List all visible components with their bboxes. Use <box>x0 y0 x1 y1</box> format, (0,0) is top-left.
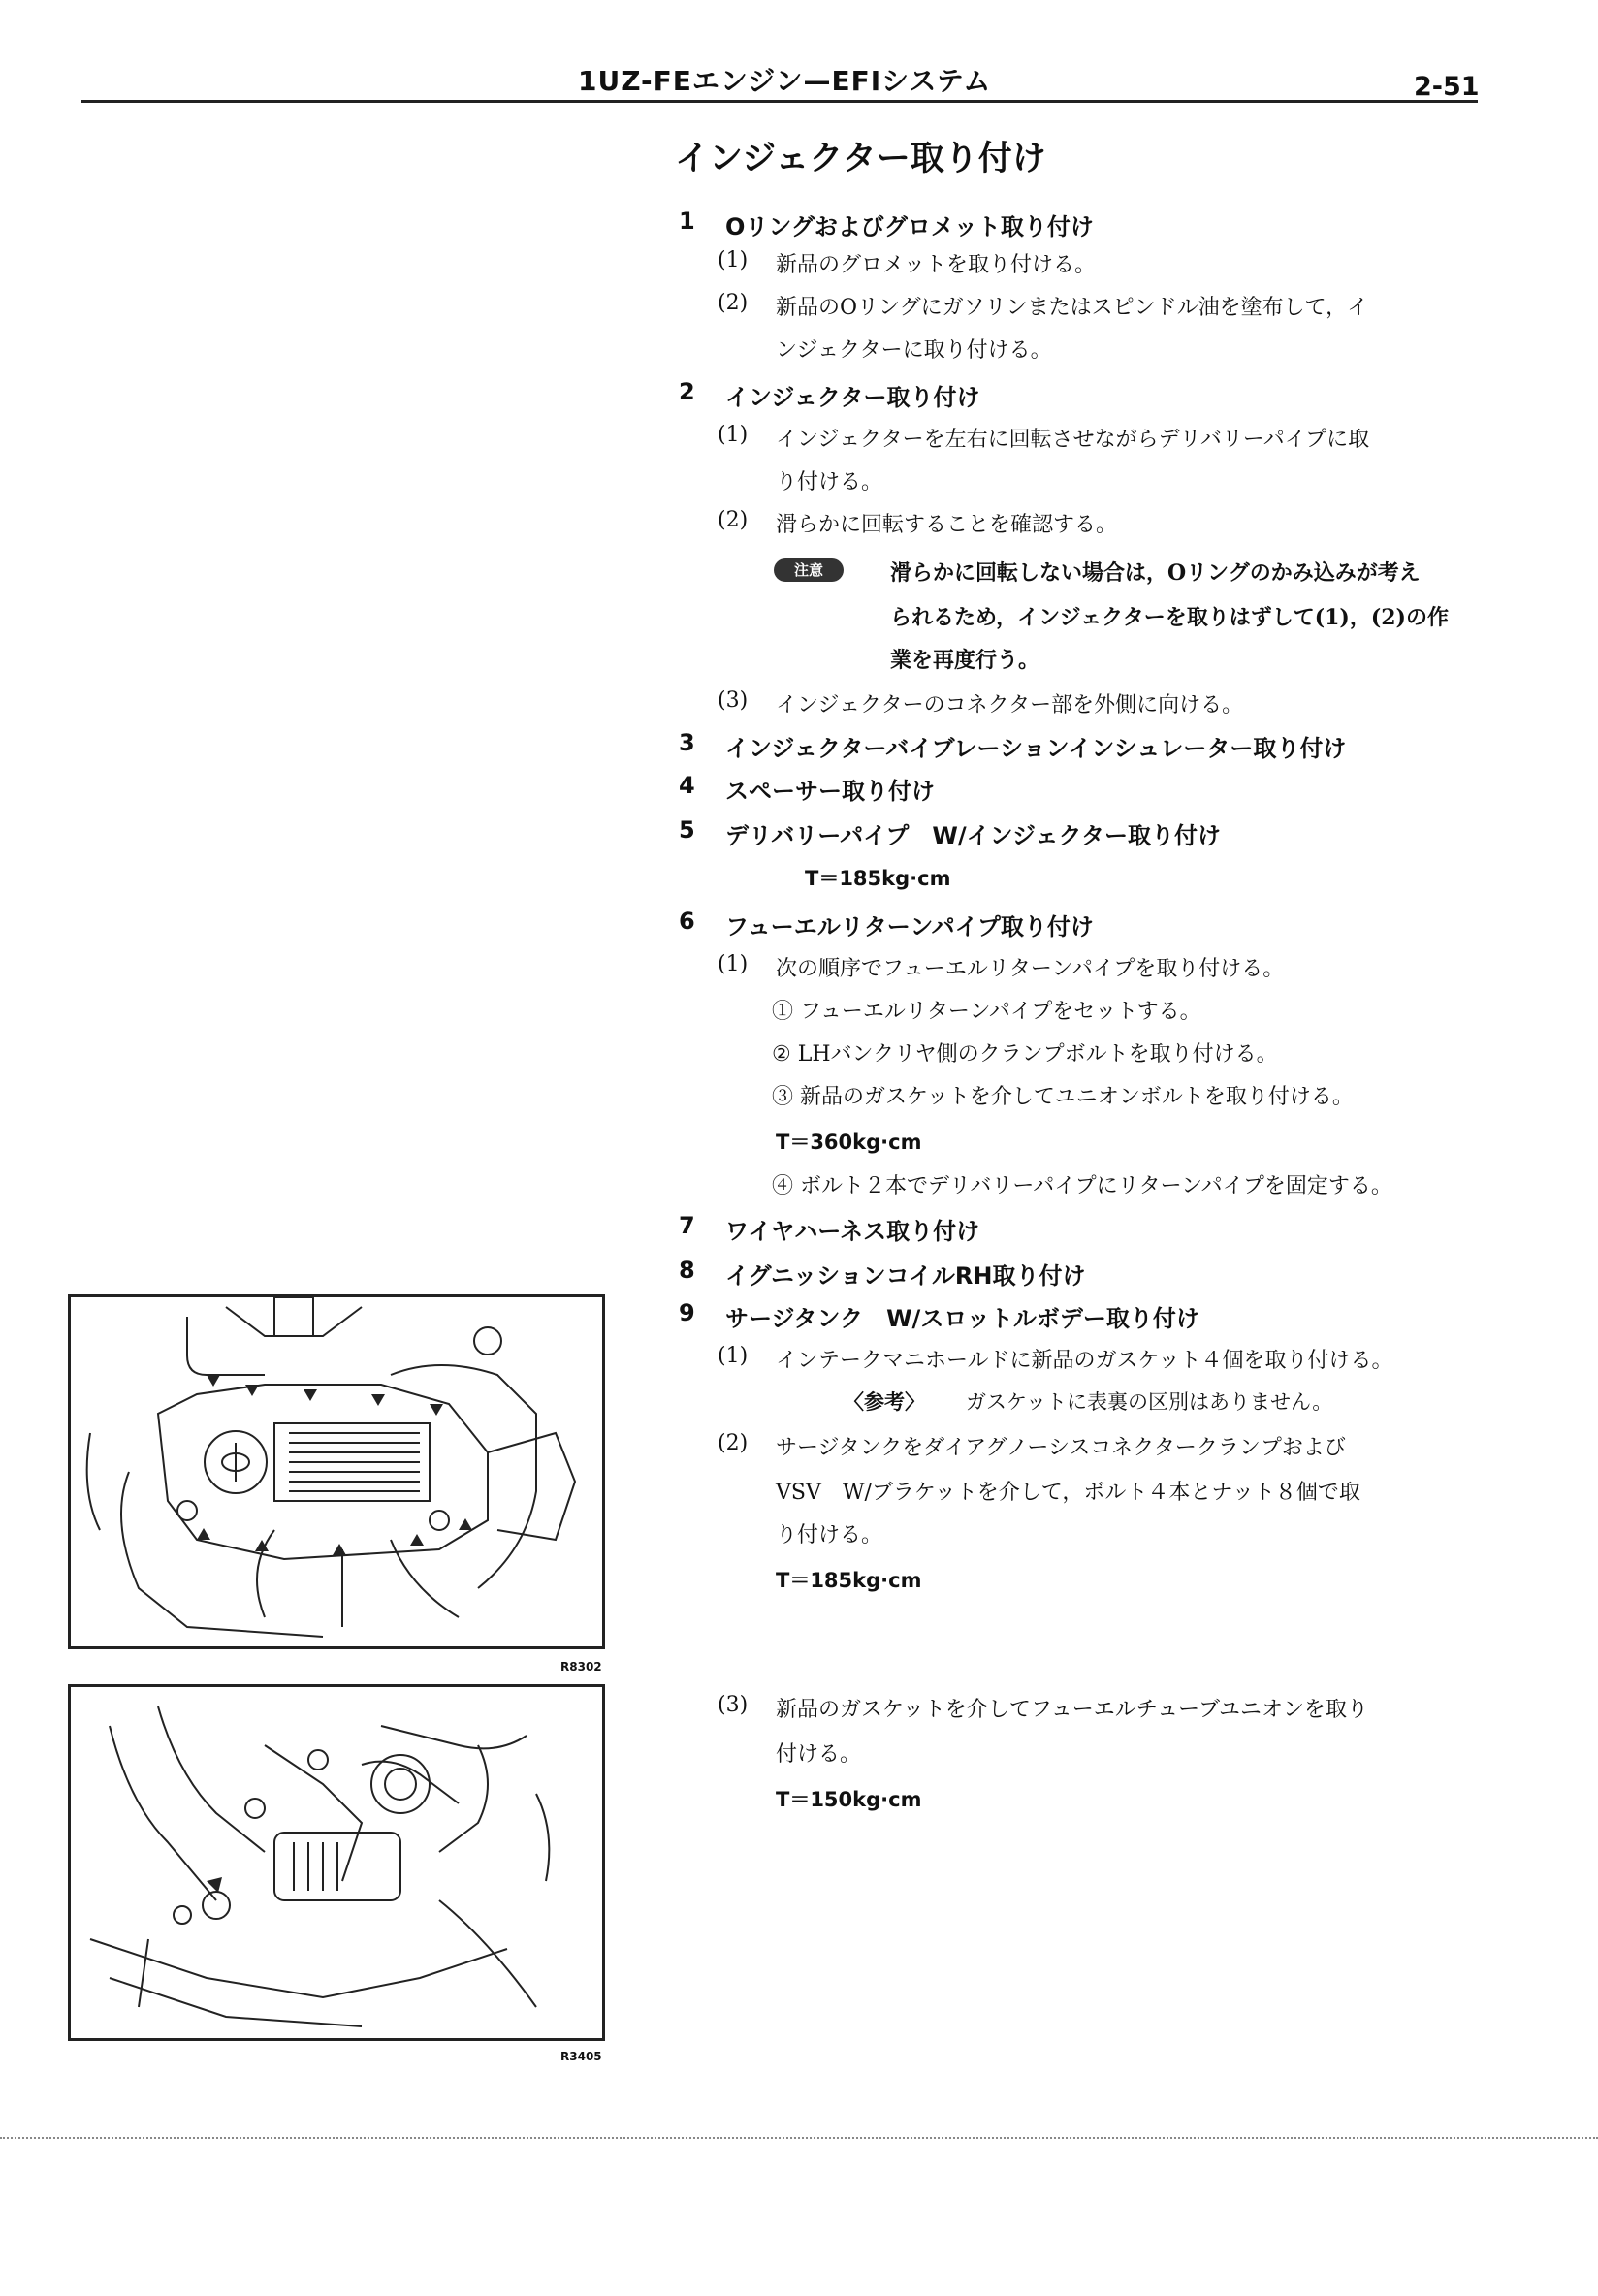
sub-text-continued: 付ける。 <box>776 1742 862 1767</box>
sub-number: (1) <box>718 423 749 447</box>
sub-number: (1) <box>718 1344 749 1368</box>
sub-text-continued: り付ける。 <box>776 470 883 494</box>
sub-text-continued: ンジェクターに取り付ける。 <box>776 338 1052 363</box>
step-title: フューエルリターンパイプ取り付け <box>725 913 1094 941</box>
step-title: スペーサー取り付け <box>725 778 935 805</box>
sub-text: サージタンクをダイアグノーシスコネクタークランプおよび <box>776 1436 1346 1460</box>
sub-number: (1) <box>718 248 749 272</box>
step-title: インジェクター取り付け <box>725 384 980 411</box>
sub-text: 新品のガスケットを介してフューエルチューブユニオンを取り <box>776 1698 1368 1722</box>
torque-spec: T＝185kg·cm <box>776 1569 922 1592</box>
ordered-item: ② LHバンクリヤ側のクランプボルトを取り付ける。 <box>772 1042 1278 1067</box>
step-title: インジェクターバイブレーションインシュレーター取り付け <box>725 735 1347 762</box>
figure-code: R3405 <box>560 2050 602 2063</box>
fuel-tube-union-figure <box>68 1684 605 2041</box>
step-title: イグニッションコイルRH取り付け <box>725 1262 1086 1290</box>
step-number: 7 <box>679 1212 695 1239</box>
ordered-item: ④ ボルト２本でデリバリーパイプにリターンパイプを固定する。 <box>772 1174 1392 1198</box>
step-number: 2 <box>679 378 695 405</box>
header-rule <box>81 100 1478 103</box>
sub-text: インジェクターを左右に回転させながらデリバリーパイプに取 <box>776 428 1370 452</box>
sub-text: インテークマニホールドに新品のガスケット４個を取り付ける。 <box>776 1349 1393 1373</box>
sub-number: (1) <box>718 952 749 976</box>
caution-badge: 注意 <box>774 558 844 582</box>
step-number: 5 <box>679 816 695 844</box>
torque-spec: T＝360kg·cm <box>776 1131 922 1154</box>
reference-text: ガスケットに表裏の区別はありません。 <box>966 1390 1333 1414</box>
sub-text: 次の順序でフューエルリターンパイプを取り付ける。 <box>776 957 1285 981</box>
torque-spec: T＝185kg·cm <box>805 867 951 890</box>
step-title: サージタンク W/スロットルボデー取り付け <box>725 1305 1199 1332</box>
sub-text: 滑らかに回転することを確認する。 <box>776 513 1118 537</box>
step-title: デリバリーパイプ W/インジェクター取り付け <box>725 822 1222 849</box>
sub-number: (3) <box>718 688 749 713</box>
caution-text: 滑らかに回転しない場合は，Oリングのかみ込みが考え <box>890 560 1421 586</box>
step-title: ワイヤハーネス取り付け <box>725 1218 980 1245</box>
ordered-item: ① フューエルリターンパイプをセットする。 <box>772 1000 1201 1024</box>
sub-text: 新品のグロメットを取り付ける。 <box>776 253 1097 277</box>
step-number: 9 <box>679 1299 695 1326</box>
fuel-tube-union-illustration <box>71 1687 602 2038</box>
step-number: 3 <box>679 729 695 756</box>
engine-top-view-figure <box>68 1294 605 1649</box>
step-number: 1 <box>679 207 695 235</box>
sub-number: (2) <box>718 291 749 315</box>
sub-text: 新品のOリングにガソリンまたはスピンドル油を塗布して，イ <box>776 296 1369 320</box>
step-number: 8 <box>679 1257 695 1284</box>
engine-top-view-illustration <box>71 1297 602 1646</box>
caution-text: 業を再度行う。 <box>890 648 1040 673</box>
step-number: 6 <box>679 908 695 935</box>
sub-text: インジェクターのコネクター部を外側に向ける。 <box>776 693 1244 718</box>
header-title: 1UZ-FEエンジン—EFIシステム <box>578 65 992 97</box>
sub-number: (3) <box>718 1693 749 1717</box>
sub-text-continued: VSV W/ブラケットを介して，ボルト４本とナット８個で取 <box>776 1481 1360 1505</box>
step-title: Oリングおよびグロメット取り付け <box>725 213 1094 240</box>
caution-text: られるため，インジェクターを取りはずして(1)，(2)の作 <box>890 605 1449 630</box>
sub-number: (2) <box>718 1431 749 1455</box>
step-number: 4 <box>679 772 695 799</box>
page-number: 2-51 <box>1414 72 1480 102</box>
section-title: インジェクター取り付け <box>675 140 1046 178</box>
figure-code: R8302 <box>560 1660 602 1674</box>
torque-spec: T＝150kg·cm <box>776 1788 922 1811</box>
ordered-item: ③ 新品のガスケットを介してユニオンボルトを取り付ける。 <box>772 1085 1354 1109</box>
reference-label: 〈参考〉 <box>844 1389 925 1414</box>
sub-number: (2) <box>718 508 749 532</box>
page-bottom-rule <box>0 2137 1598 2139</box>
sub-text-continued: り付ける。 <box>776 1523 883 1547</box>
